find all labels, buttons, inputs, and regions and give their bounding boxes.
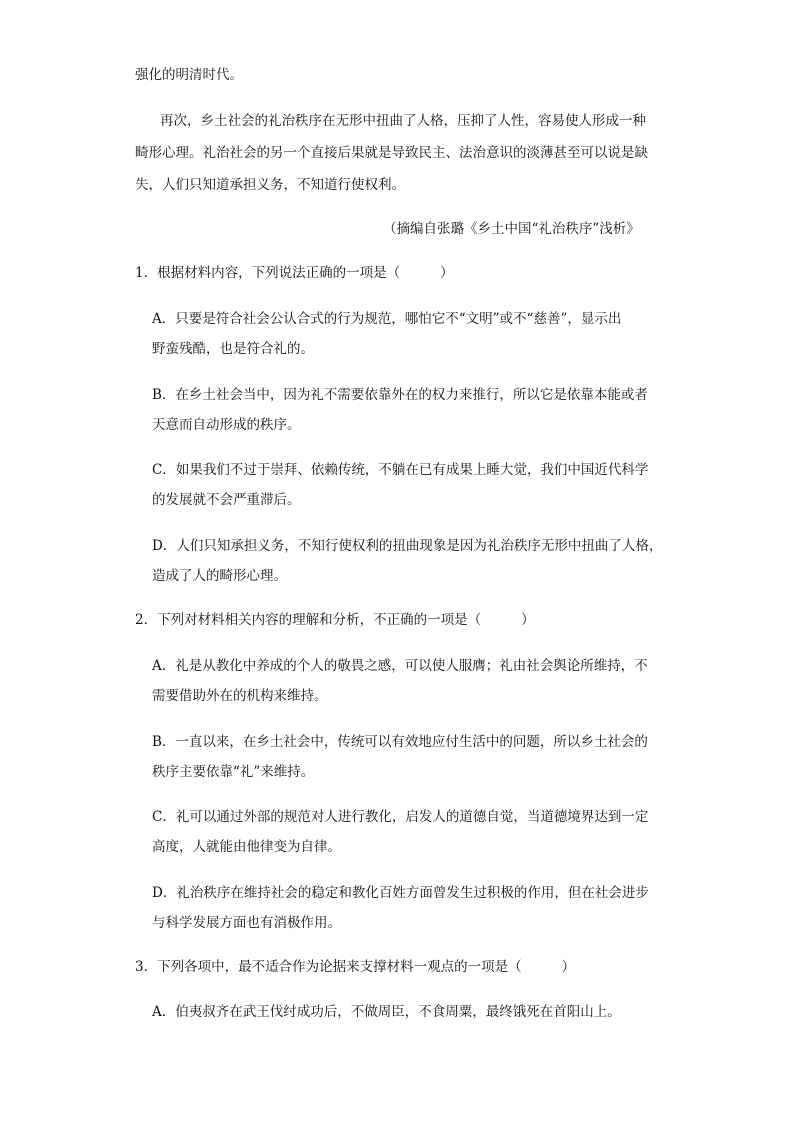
question-stem-text: 3．下列各项中，最不适合作为论据来支撑材料一观点的一项是（ — [135, 959, 522, 975]
option-line: 需要借助外在的机构来维持。 — [152, 688, 328, 704]
option-line: D．人们只知承担义务，不知行使权利的扭曲现象是因为礼治秩序无形中扭曲了人格， — [152, 538, 663, 554]
option-line: A．伯夷叔齐在武王伐纣成功后，不做周臣，不食周粟，最终饿死在首阳山上。 — [152, 1004, 621, 1020]
question-stem-close: ） — [440, 265, 454, 281]
option-line: A．只要是符合社会公认合式的行为规范，哪怕它不“文明”或不“慈善”，显示出 — [152, 311, 622, 327]
passage-line: 再次，乡土社会的礼治秩序在无形中扭曲了人格，压抑了人性，容易使人形成一种 — [160, 113, 646, 129]
option-line: 造成了人的畸形心理。 — [152, 568, 287, 584]
question-stem-text: 2．下列对材料相关内容的理解和分析，不正确的一项是（ — [135, 612, 482, 628]
option-line: D．礼治秩序在维持社会的稳定和教化百姓方面曾发生过积极的作用，但在社会进步 — [152, 885, 649, 901]
option-line: 与科学发展方面也有消极作用。 — [152, 915, 341, 931]
option-line: 秩序主要依靠“礼”来维持。 — [152, 764, 315, 780]
question-stem-close: ） — [561, 959, 576, 975]
question-stem-close: ） — [521, 612, 535, 628]
option-line: 高度，人就能由他律变为自律。 — [152, 839, 341, 855]
option-line: 天意而自动形成的秩序。 — [152, 417, 301, 433]
question-stem — [135, 264, 454, 282]
option-line: C．礼可以通过外部的规范对人进行教化，启发人的道德自觉，当道德境界达到一定 — [152, 809, 649, 825]
source-citation: （摘编自张璐《乡土中国“礼治秩序”浅析》 — [383, 221, 640, 237]
question-stem — [135, 611, 535, 629]
option-line: B．在乡土社会当中，因为礼不需要依靠外在的权力来推行，所以它是依靠本能或者 — [152, 387, 648, 403]
passage-line: 畸形心理。礼治社会的另一个直接后果就是导致民主、法治意识的淡薄甚至可以说是缺 — [135, 145, 648, 161]
passage-line: 失，人们只知道承担义务，不知道行使权利。 — [135, 177, 405, 193]
option-line: C．如果我们不过于崇拜、依赖传统，不躺在已有成果上睡大觉，我们中国近代科学 — [152, 462, 649, 478]
option-line: 的发展就不会严重滞后。 — [152, 492, 301, 508]
question-stem — [135, 958, 575, 976]
passage-line: 强化的明清时代。 — [135, 67, 243, 83]
question-stem-text: 1．根据材料内容，下列说法正确的一项是（ — [135, 265, 401, 281]
option-line: B．一直以来，在乡土社会中，传统可以有效地应付生活中的问题，所以乡土社会的 — [152, 734, 648, 750]
option-line: A．礼是从教化中养成的个人的敬畏之感，可以使人服膺；礼由社会舆论所维持，不 — [152, 658, 648, 674]
option-line: 野蛮残酷，也是符合礼的。 — [152, 341, 314, 357]
